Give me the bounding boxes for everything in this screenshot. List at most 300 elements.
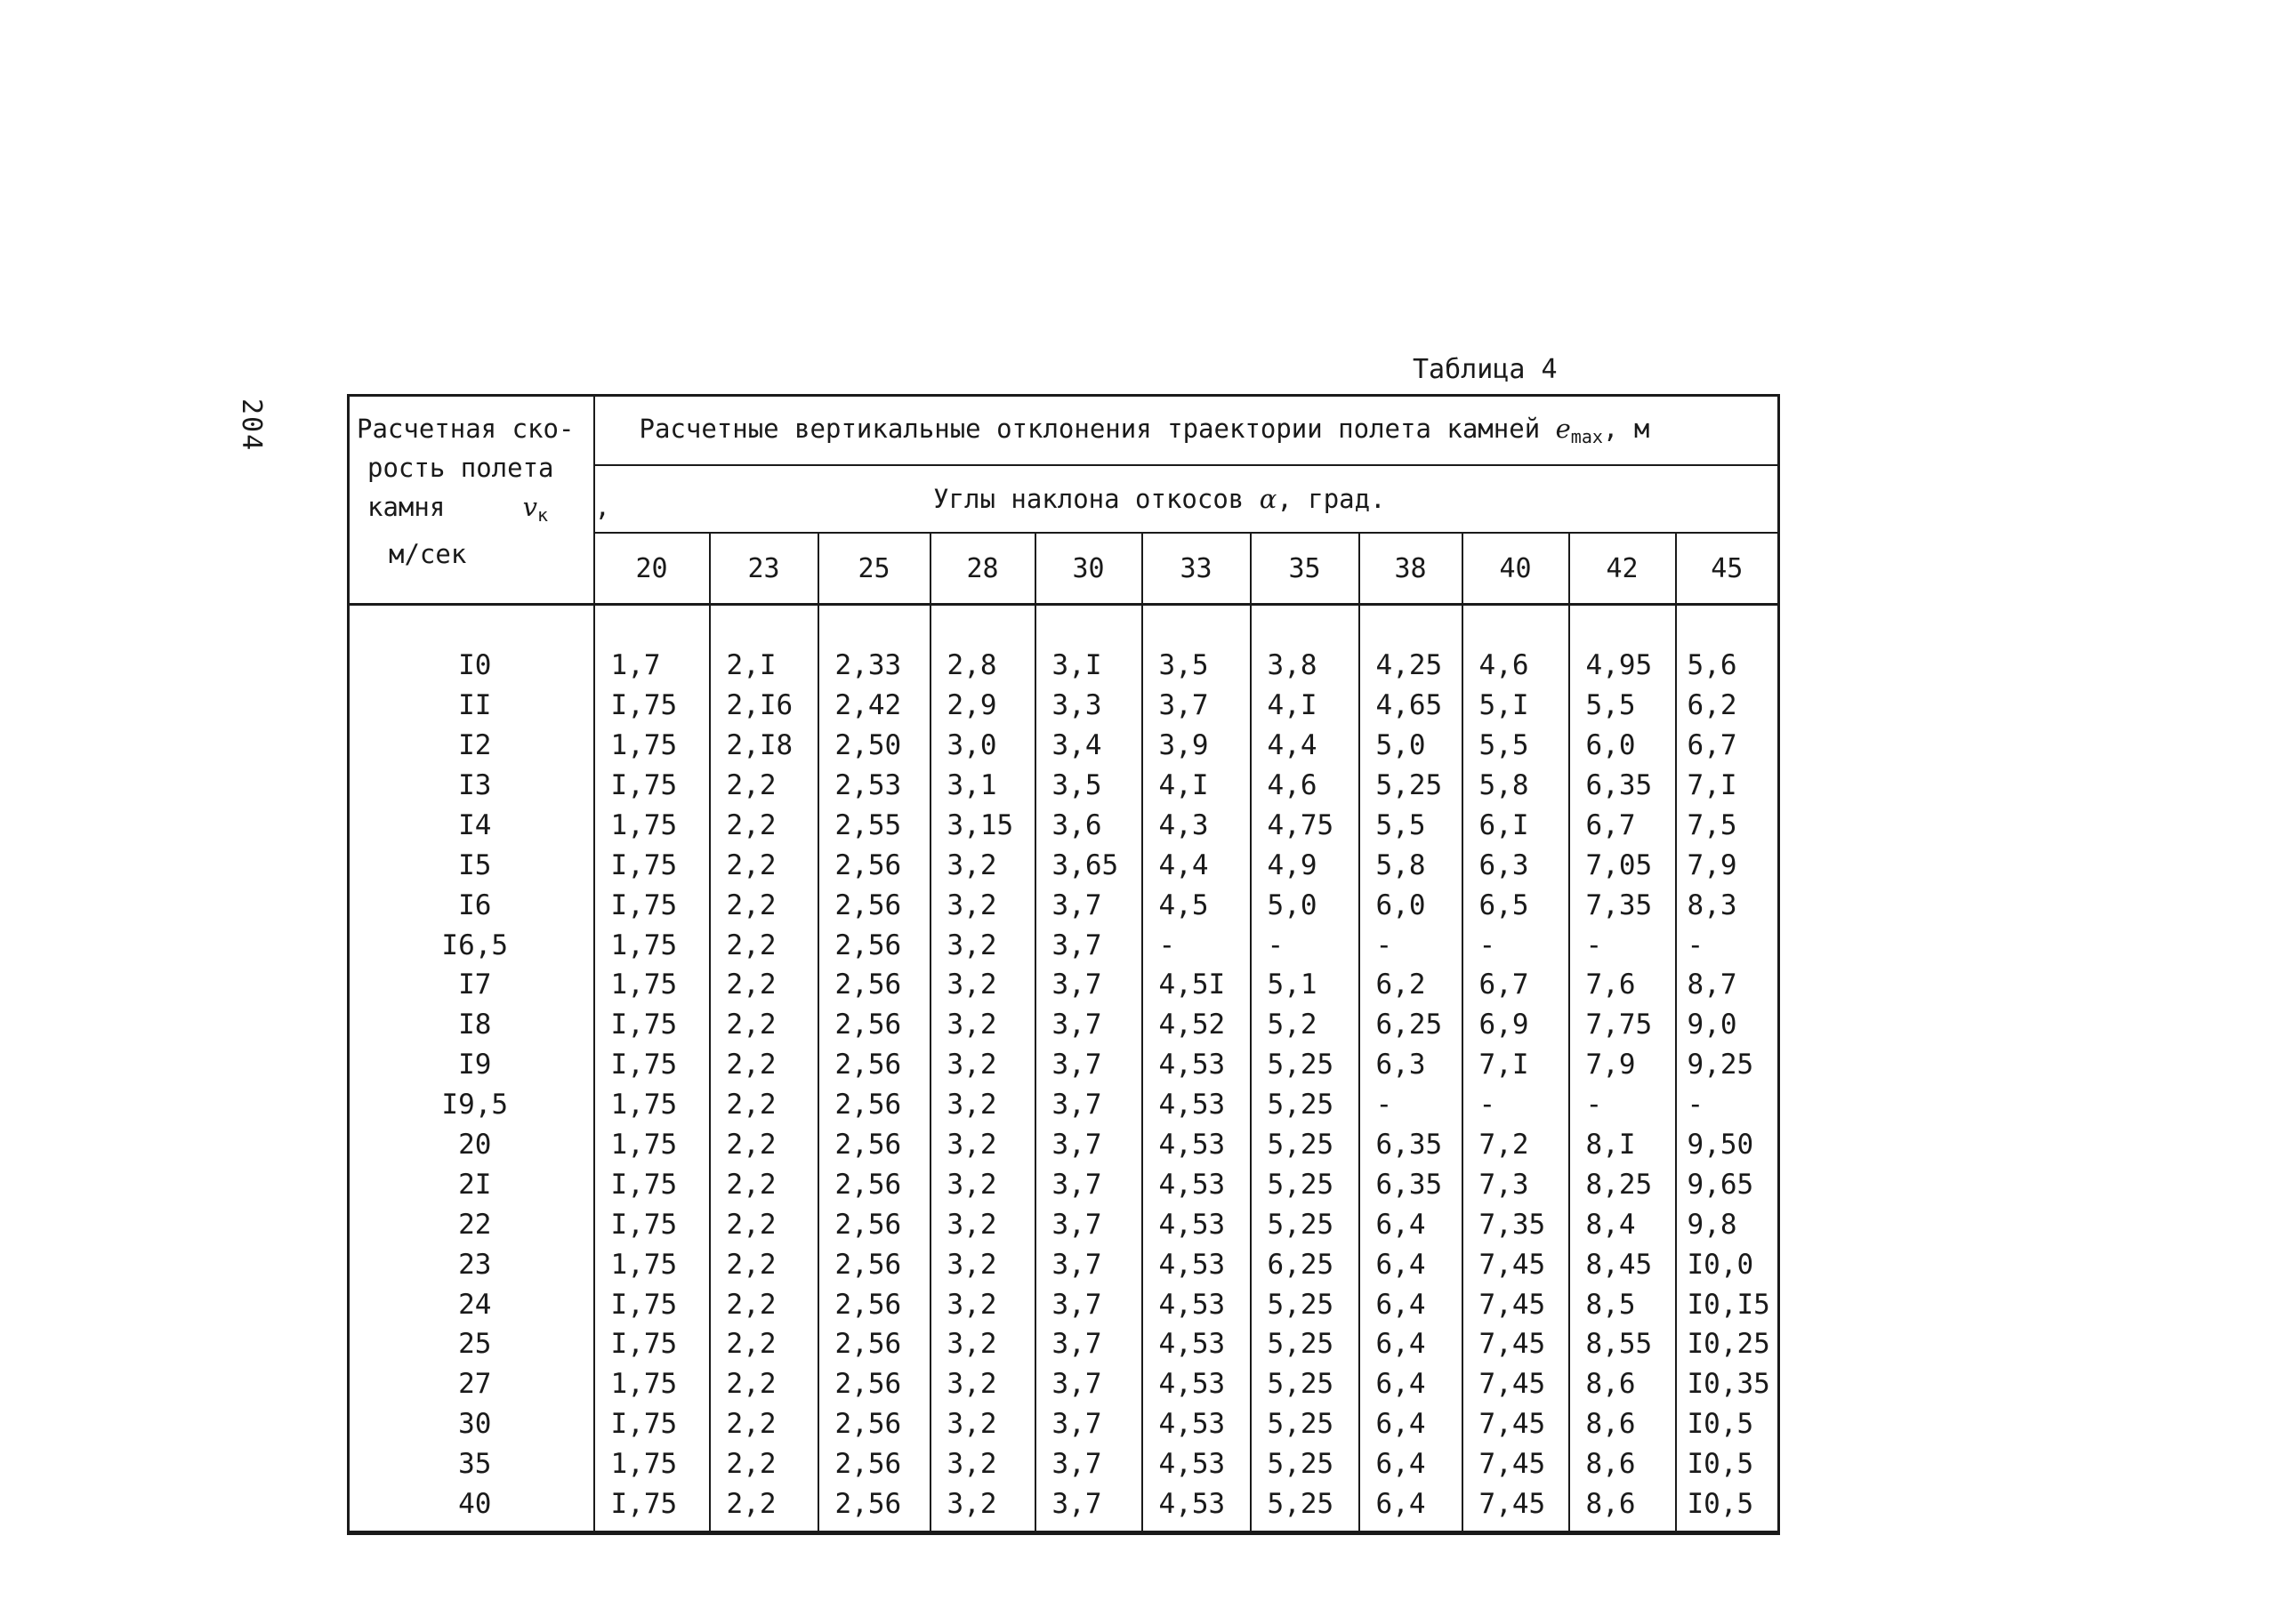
value-cell: 3,8 xyxy=(1251,646,1359,686)
speed-cell: 24 xyxy=(349,1284,594,1324)
value-cell: I,75 xyxy=(594,1404,710,1444)
angle-header-cell: 38 xyxy=(1359,533,1462,605)
value-cell: 2,2 xyxy=(710,1045,818,1085)
value-cell: 4,53 xyxy=(1142,1284,1251,1324)
value-cell: 1,75 xyxy=(594,925,710,965)
value-cell: 4,3 xyxy=(1142,805,1251,845)
value-cell: 1,75 xyxy=(594,1125,710,1165)
value-cell: 2,56 xyxy=(818,1404,930,1444)
value-cell: 3,65 xyxy=(1035,845,1142,885)
value-cell: 3,2 xyxy=(930,1444,1035,1484)
value-cell: I,75 xyxy=(594,1045,710,1085)
value-cell: 3,9 xyxy=(1142,726,1251,766)
speed-header-word: камня xyxy=(367,492,446,522)
value-cell: 6,9 xyxy=(1462,1005,1569,1045)
value-cell: 2,56 xyxy=(818,925,930,965)
value-cell: 5,25 xyxy=(1251,1364,1359,1404)
angle-header-cell: 28 xyxy=(930,533,1035,605)
value-cell: 3,2 xyxy=(930,1404,1035,1444)
table-row xyxy=(349,1085,1779,1125)
value-cell: 7,45 xyxy=(1462,1244,1569,1284)
value-cell: 3,7 xyxy=(1035,1444,1142,1484)
speed-column-header xyxy=(349,396,610,605)
table-row xyxy=(349,1164,1779,1204)
value-cell: 1,75 xyxy=(594,965,710,1005)
value-cell: 4,53 xyxy=(1142,1324,1251,1364)
value-cell: - xyxy=(1251,925,1359,965)
value-cell: 6,25 xyxy=(1359,1005,1462,1045)
value-cell: 8,45 xyxy=(1569,1244,1676,1284)
angle-header-cell: 23 xyxy=(710,533,818,605)
table-row xyxy=(349,1045,1779,1085)
value-cell: 2,2 xyxy=(710,766,818,806)
value-cell: 3,2 xyxy=(930,1244,1035,1284)
value-cell: 5,6 xyxy=(1687,649,1737,682)
speed-cell: I9 xyxy=(349,1045,594,1085)
value-cell: 2,50 xyxy=(818,726,930,766)
value-cell: - xyxy=(1142,925,1251,965)
value-cell: 2,2 xyxy=(710,1164,818,1204)
value-cell: 2,56 xyxy=(818,1045,930,1085)
value-cell: 3,1 xyxy=(930,766,1035,806)
value-cell: 3,7 xyxy=(1035,885,1142,925)
speed-cell: I6,5 xyxy=(349,925,594,965)
value-cell: 6,2 xyxy=(1359,965,1462,1005)
speed-header-line-2: рость полета xyxy=(367,453,554,483)
value-cell: 2,2 xyxy=(710,845,818,885)
value-cell: 8,6 xyxy=(1569,1444,1676,1484)
value-cell: 6,4 xyxy=(1359,1324,1462,1364)
value-cell: 8,25 xyxy=(1569,1164,1676,1204)
value-cell: 6,4 xyxy=(1359,1284,1462,1324)
table-row xyxy=(349,1484,1779,1524)
value-cell: 3,2 xyxy=(930,1364,1035,1404)
value-cell: 2,2 xyxy=(710,1005,818,1045)
value-cell: 4,I xyxy=(1142,766,1251,806)
value-cell: 6,3 xyxy=(1462,845,1569,885)
speed-header-line-3 xyxy=(357,487,610,535)
value-cell: 9,25 xyxy=(1687,1049,1754,1081)
value-cell: 3,2 xyxy=(930,925,1035,965)
value-cell: 3,2 xyxy=(930,1045,1035,1085)
table-row xyxy=(349,1404,1779,1444)
value-cell: 7,45 xyxy=(1462,1484,1569,1524)
value-cell: 3,2 xyxy=(930,1164,1035,1204)
value-cell: 6,5 xyxy=(1462,885,1569,925)
value-cell: 6,4 xyxy=(1359,1244,1462,1284)
value-cell: 9,50 xyxy=(1687,1129,1754,1162)
value-cell: 5,25 xyxy=(1251,1204,1359,1244)
value-cell: 5,25 xyxy=(1251,1484,1359,1524)
value-cell: 6,4 xyxy=(1359,1404,1462,1444)
value-cell: 5,25 xyxy=(1251,1404,1359,1444)
value-cell: 3,2 xyxy=(930,845,1035,885)
angle-header-cell: 30 xyxy=(1035,533,1142,605)
value-cell: 2,2 xyxy=(710,1404,818,1444)
value-cell: 2,56 xyxy=(818,1204,930,1244)
value-cell: 7,45 xyxy=(1462,1364,1569,1404)
value-cell: 8,6 xyxy=(1569,1404,1676,1444)
value-cell: 7,35 xyxy=(1569,885,1676,925)
value-cell: 4,53 xyxy=(1142,1364,1251,1404)
value-cell: I,75 xyxy=(594,1324,710,1364)
angle-header-cell: 35 xyxy=(1251,533,1359,605)
value-cell: 5,8 xyxy=(1359,845,1462,885)
value-cell: I0,25 xyxy=(1687,1328,1770,1361)
value-cell: 5,5 xyxy=(1569,686,1676,726)
value-cell: - xyxy=(1359,1085,1462,1125)
value-cell: 2,56 xyxy=(818,1444,930,1484)
speed-cell: 35 xyxy=(349,1444,594,1484)
value-cell: 7,75 xyxy=(1569,1005,1676,1045)
value-cell: 4,53 xyxy=(1142,1204,1251,1244)
value-cell: 6,7 xyxy=(1687,729,1737,762)
value-cell: 1,75 xyxy=(594,805,710,845)
angle-header-cell: 42 xyxy=(1569,533,1676,605)
angle-header-cell: 33 xyxy=(1142,533,1251,605)
speed-cell: 25 xyxy=(349,1324,594,1364)
value-cell: 2,2 xyxy=(710,1284,818,1324)
value-cell: 7,6 xyxy=(1569,965,1676,1005)
angles-header-text: Углы наклона откосов xyxy=(933,484,1245,514)
speed-cell: 22 xyxy=(349,1204,594,1244)
value-cell: 8,7 xyxy=(1687,969,1737,1001)
table-row xyxy=(349,1244,1779,1284)
value-cell: 4,6 xyxy=(1251,766,1359,806)
value-cell: 4,53 xyxy=(1142,1484,1251,1524)
value-cell: 9,65 xyxy=(1687,1168,1754,1201)
value-cell: 3,7 xyxy=(1035,1364,1142,1404)
value-cell: 4,52 xyxy=(1142,1005,1251,1045)
table-row xyxy=(349,686,1779,726)
value-cell: 5,5 xyxy=(1462,726,1569,766)
value-cell: 7,45 xyxy=(1462,1404,1569,1444)
deviation-symbol: e xyxy=(1555,414,1571,444)
value-cell: 2,56 xyxy=(818,1244,930,1284)
value-cell: 5,2 xyxy=(1251,1005,1359,1045)
value-cell: 2,9 xyxy=(930,686,1035,726)
value-cell: 3,7 xyxy=(1035,925,1142,965)
table-row xyxy=(349,805,1779,845)
value-cell: I0,0 xyxy=(1687,1248,1754,1281)
angles-header-unit: , град. xyxy=(1277,484,1386,514)
speed-cell: 23 xyxy=(349,1244,594,1284)
speed-cell: I4 xyxy=(349,805,594,845)
value-cell: 1,75 xyxy=(594,1364,710,1404)
value-cell: 8,6 xyxy=(1569,1484,1676,1524)
table-body xyxy=(349,605,1779,1533)
speed-cell: 27 xyxy=(349,1364,594,1404)
value-cell: 5,25 xyxy=(1251,1125,1359,1165)
spacer-row xyxy=(349,605,1779,646)
value-cell: 4,53 xyxy=(1142,1164,1251,1204)
value-cell: 7,3 xyxy=(1462,1164,1569,1204)
value-cell: 6,4 xyxy=(1359,1204,1462,1244)
value-cell: 2,53 xyxy=(818,766,930,806)
value-cell: 5,25 xyxy=(1251,1045,1359,1085)
value-cell: 4,65 xyxy=(1359,686,1462,726)
value-cell: 2,2 xyxy=(710,1444,818,1484)
value-cell: 7,9 xyxy=(1569,1045,1676,1085)
table-row xyxy=(349,925,1779,965)
angle-header-cell: 20 xyxy=(594,533,710,605)
value-cell: 6,25 xyxy=(1251,1244,1359,1284)
value-cell: 2,33 xyxy=(818,646,930,686)
speed-cell: 40 xyxy=(349,1484,594,1524)
value-cell: 6,4 xyxy=(1359,1484,1462,1524)
value-cell: I,75 xyxy=(594,686,710,726)
value-cell: 5,1 xyxy=(1251,965,1359,1005)
value-cell: 2,2 xyxy=(710,1324,818,1364)
value-cell: 5,25 xyxy=(1251,1444,1359,1484)
value-cell: I0,5 xyxy=(1687,1448,1754,1481)
table-row xyxy=(349,1125,1779,1165)
speed-cell: I0 xyxy=(349,646,594,686)
value-cell: 6,2 xyxy=(1687,689,1737,722)
value-cell: 3,7 xyxy=(1035,1164,1142,1204)
value-cell: 2,42 xyxy=(818,686,930,726)
value-cell: I,75 xyxy=(594,1204,710,1244)
value-cell: 4,6 xyxy=(1462,646,1569,686)
value-cell: - xyxy=(1359,925,1462,965)
value-cell: 4,5I xyxy=(1142,965,1251,1005)
value-cell: 3,2 xyxy=(930,885,1035,925)
angle-header-cell: 45 xyxy=(1676,533,1779,605)
value-cell: 2,I8 xyxy=(710,726,818,766)
value-cell: 3,2 xyxy=(930,1125,1035,1165)
value-cell: 5,8 xyxy=(1462,766,1569,806)
value-cell: 4,9 xyxy=(1251,845,1359,885)
table-row xyxy=(349,1364,1779,1404)
value-cell: 6,7 xyxy=(1569,805,1676,845)
value-cell: 9,0 xyxy=(1687,1009,1737,1041)
value-cell: 3,7 xyxy=(1035,1005,1142,1045)
value-cell: 3,5 xyxy=(1142,646,1251,686)
value-cell: 4,4 xyxy=(1251,726,1359,766)
speed-cell: I2 xyxy=(349,726,594,766)
value-cell: 4,5 xyxy=(1142,885,1251,925)
value-cell: 7,45 xyxy=(1462,1324,1569,1364)
value-cell: 5,25 xyxy=(1251,1164,1359,1204)
value-cell: 3,2 xyxy=(930,1284,1035,1324)
speed-header-line-1: Расчетная ско- xyxy=(357,414,575,444)
speed-header-comma: , xyxy=(594,492,610,522)
value-cell: 3,7 xyxy=(1035,1085,1142,1125)
deviation-header-text: Расчетные вертикальные отклонения траектории полета камней xyxy=(639,414,1541,444)
table-row xyxy=(349,1204,1779,1244)
table-row xyxy=(349,646,1779,686)
value-cell: 6,3 xyxy=(1359,1045,1462,1085)
value-cell: 2,2 xyxy=(710,805,818,845)
value-cell: - xyxy=(1687,929,1704,961)
value-cell: 6,7 xyxy=(1462,965,1569,1005)
value-cell: 3,I xyxy=(1035,646,1142,686)
value-cell: 5,0 xyxy=(1359,726,1462,766)
value-cell: 7,5 xyxy=(1687,808,1737,841)
value-cell: 1,75 xyxy=(594,1085,710,1125)
value-cell: 3,7 xyxy=(1035,1045,1142,1085)
value-cell: - xyxy=(1687,1089,1704,1122)
value-cell: 6,35 xyxy=(1569,766,1676,806)
value-cell: 2,2 xyxy=(710,965,818,1005)
value-cell: 7,I xyxy=(1687,769,1737,801)
value-cell: I,75 xyxy=(594,1284,710,1324)
value-cell: 8,4 xyxy=(1569,1204,1676,1244)
value-cell: 4,25 xyxy=(1359,646,1462,686)
value-cell: 2,2 xyxy=(710,1085,818,1125)
speed-cell: I5 xyxy=(349,845,594,885)
value-cell: 6,4 xyxy=(1359,1444,1462,1484)
page-number: 204 xyxy=(236,398,267,453)
value-cell: 4,75 xyxy=(1251,805,1359,845)
value-cell: 2,2 xyxy=(710,1484,818,1524)
value-cell: 1,7 xyxy=(594,646,710,686)
value-cell: 5,25 xyxy=(1251,1284,1359,1324)
table-row xyxy=(349,885,1779,925)
value-cell: 4,53 xyxy=(1142,1444,1251,1484)
value-cell: I0,5 xyxy=(1687,1488,1754,1521)
speed-symbol: v xyxy=(522,492,538,522)
value-cell: 4,I xyxy=(1251,686,1359,726)
value-cell: 2,56 xyxy=(818,1005,930,1045)
value-cell: 2,56 xyxy=(818,885,930,925)
value-cell: 3,7 xyxy=(1035,1244,1142,1284)
value-cell: 7,I xyxy=(1462,1045,1569,1085)
value-cell: 2,56 xyxy=(818,1484,930,1524)
speed-cell: I6 xyxy=(349,885,594,925)
value-cell: 5,I xyxy=(1462,686,1569,726)
value-cell: 3,7 xyxy=(1035,965,1142,1005)
value-cell: 2,8 xyxy=(930,646,1035,686)
value-cell: 7,45 xyxy=(1462,1444,1569,1484)
value-cell: 3,7 xyxy=(1142,686,1251,726)
deviation-group-header xyxy=(594,396,1779,466)
value-cell: 6,0 xyxy=(1569,726,1676,766)
value-cell: - xyxy=(1569,1085,1676,1125)
deviation-header-unit: , м xyxy=(1602,414,1650,444)
value-cell: 2,56 xyxy=(818,1324,930,1364)
value-cell: 5,0 xyxy=(1251,885,1359,925)
value-cell: 7,2 xyxy=(1462,1125,1569,1165)
table-row xyxy=(349,766,1779,806)
value-cell: 4,95 xyxy=(1569,646,1676,686)
value-cell: 6,35 xyxy=(1359,1125,1462,1165)
value-cell: 2,56 xyxy=(818,965,930,1005)
value-cell: 3,7 xyxy=(1035,1125,1142,1165)
value-cell: 4,53 xyxy=(1142,1085,1251,1125)
value-cell: 1,75 xyxy=(594,1444,710,1484)
alpha-symbol: α xyxy=(1259,484,1277,514)
value-cell: I,75 xyxy=(594,1005,710,1045)
value-cell: 2,I6 xyxy=(710,686,818,726)
value-cell: 6,35 xyxy=(1359,1164,1462,1204)
value-cell: 2,2 xyxy=(710,1125,818,1165)
value-cell: 3,7 xyxy=(1035,1484,1142,1524)
speed-cell: I9,5 xyxy=(349,1085,594,1125)
value-cell: 8,I xyxy=(1569,1125,1676,1165)
value-cell: 1,75 xyxy=(594,726,710,766)
value-cell: 3,4 xyxy=(1035,726,1142,766)
value-cell: 2,I xyxy=(710,646,818,686)
value-cell: I,75 xyxy=(594,1484,710,1524)
bottom-padding-row xyxy=(349,1524,1779,1533)
speed-cell: 30 xyxy=(349,1404,594,1444)
value-cell: 3,2 xyxy=(930,1005,1035,1045)
value-cell: 8,5 xyxy=(1569,1284,1676,1324)
value-cell: 2,2 xyxy=(710,925,818,965)
value-cell: 3,2 xyxy=(930,965,1035,1005)
value-cell: 5,25 xyxy=(1359,766,1462,806)
value-cell: 3,0 xyxy=(930,726,1035,766)
speed-cell: I8 xyxy=(349,1005,594,1045)
value-cell: 3,5 xyxy=(1035,766,1142,806)
table-row xyxy=(349,726,1779,766)
value-cell: 5,25 xyxy=(1251,1085,1359,1125)
angle-header-cell: 40 xyxy=(1462,533,1569,605)
value-cell: I0,35 xyxy=(1687,1368,1770,1401)
table-row xyxy=(349,1324,1779,1364)
speed-header-unit: м/сек xyxy=(389,539,467,569)
value-cell: 4,53 xyxy=(1142,1045,1251,1085)
value-cell: 3,7 xyxy=(1035,1404,1142,1444)
value-cell: 3,6 xyxy=(1035,805,1142,845)
value-cell: 2,2 xyxy=(710,1204,818,1244)
value-cell: I0,I5 xyxy=(1687,1288,1770,1321)
value-cell: 3,7 xyxy=(1035,1204,1142,1244)
value-cell: 3,2 xyxy=(930,1204,1035,1244)
value-cell: 7,35 xyxy=(1462,1204,1569,1244)
value-cell: 9,8 xyxy=(1687,1208,1737,1241)
value-cell: I,75 xyxy=(594,766,710,806)
value-cell: 8,6 xyxy=(1569,1364,1676,1404)
value-cell: 7,9 xyxy=(1687,848,1737,881)
value-cell: I0,5 xyxy=(1687,1408,1754,1441)
value-cell: 3,2 xyxy=(930,1085,1035,1125)
speed-cell: 20 xyxy=(349,1125,594,1165)
data-table xyxy=(347,394,1780,1535)
value-cell: 7,45 xyxy=(1462,1284,1569,1324)
value-cell: 4,4 xyxy=(1142,845,1251,885)
value-cell: 5,25 xyxy=(1251,1324,1359,1364)
value-cell: 6,4 xyxy=(1359,1364,1462,1404)
value-cell: 8,3 xyxy=(1687,888,1737,921)
value-cell: 2,56 xyxy=(818,1164,930,1204)
value-cell: 6,I xyxy=(1462,805,1569,845)
speed-cell: I7 xyxy=(349,965,594,1005)
value-cell: 2,2 xyxy=(710,885,818,925)
value-cell: 2,56 xyxy=(818,1085,930,1125)
speed-symbol-subscript: к xyxy=(537,504,549,526)
value-cell: - xyxy=(1569,925,1676,965)
speed-cell: 2I xyxy=(349,1164,594,1204)
deviation-symbol-subscript: max xyxy=(1570,426,1603,447)
value-cell: I,75 xyxy=(594,1164,710,1204)
value-cell: 2,55 xyxy=(818,805,930,845)
value-cell: 3,2 xyxy=(930,1324,1035,1364)
value-cell: 7,05 xyxy=(1569,845,1676,885)
value-cell: - xyxy=(1462,925,1569,965)
value-cell: 1,75 xyxy=(594,1244,710,1284)
table-row xyxy=(349,1444,1779,1484)
value-cell: 2,56 xyxy=(818,1364,930,1404)
table-row xyxy=(349,965,1779,1005)
speed-cell: II xyxy=(349,686,594,726)
value-cell: 2,56 xyxy=(818,845,930,885)
table-caption: Таблица 4 xyxy=(1413,354,1558,385)
value-cell: 4,53 xyxy=(1142,1125,1251,1165)
angles-group-header xyxy=(594,465,1779,533)
value-cell: - xyxy=(1462,1085,1569,1125)
